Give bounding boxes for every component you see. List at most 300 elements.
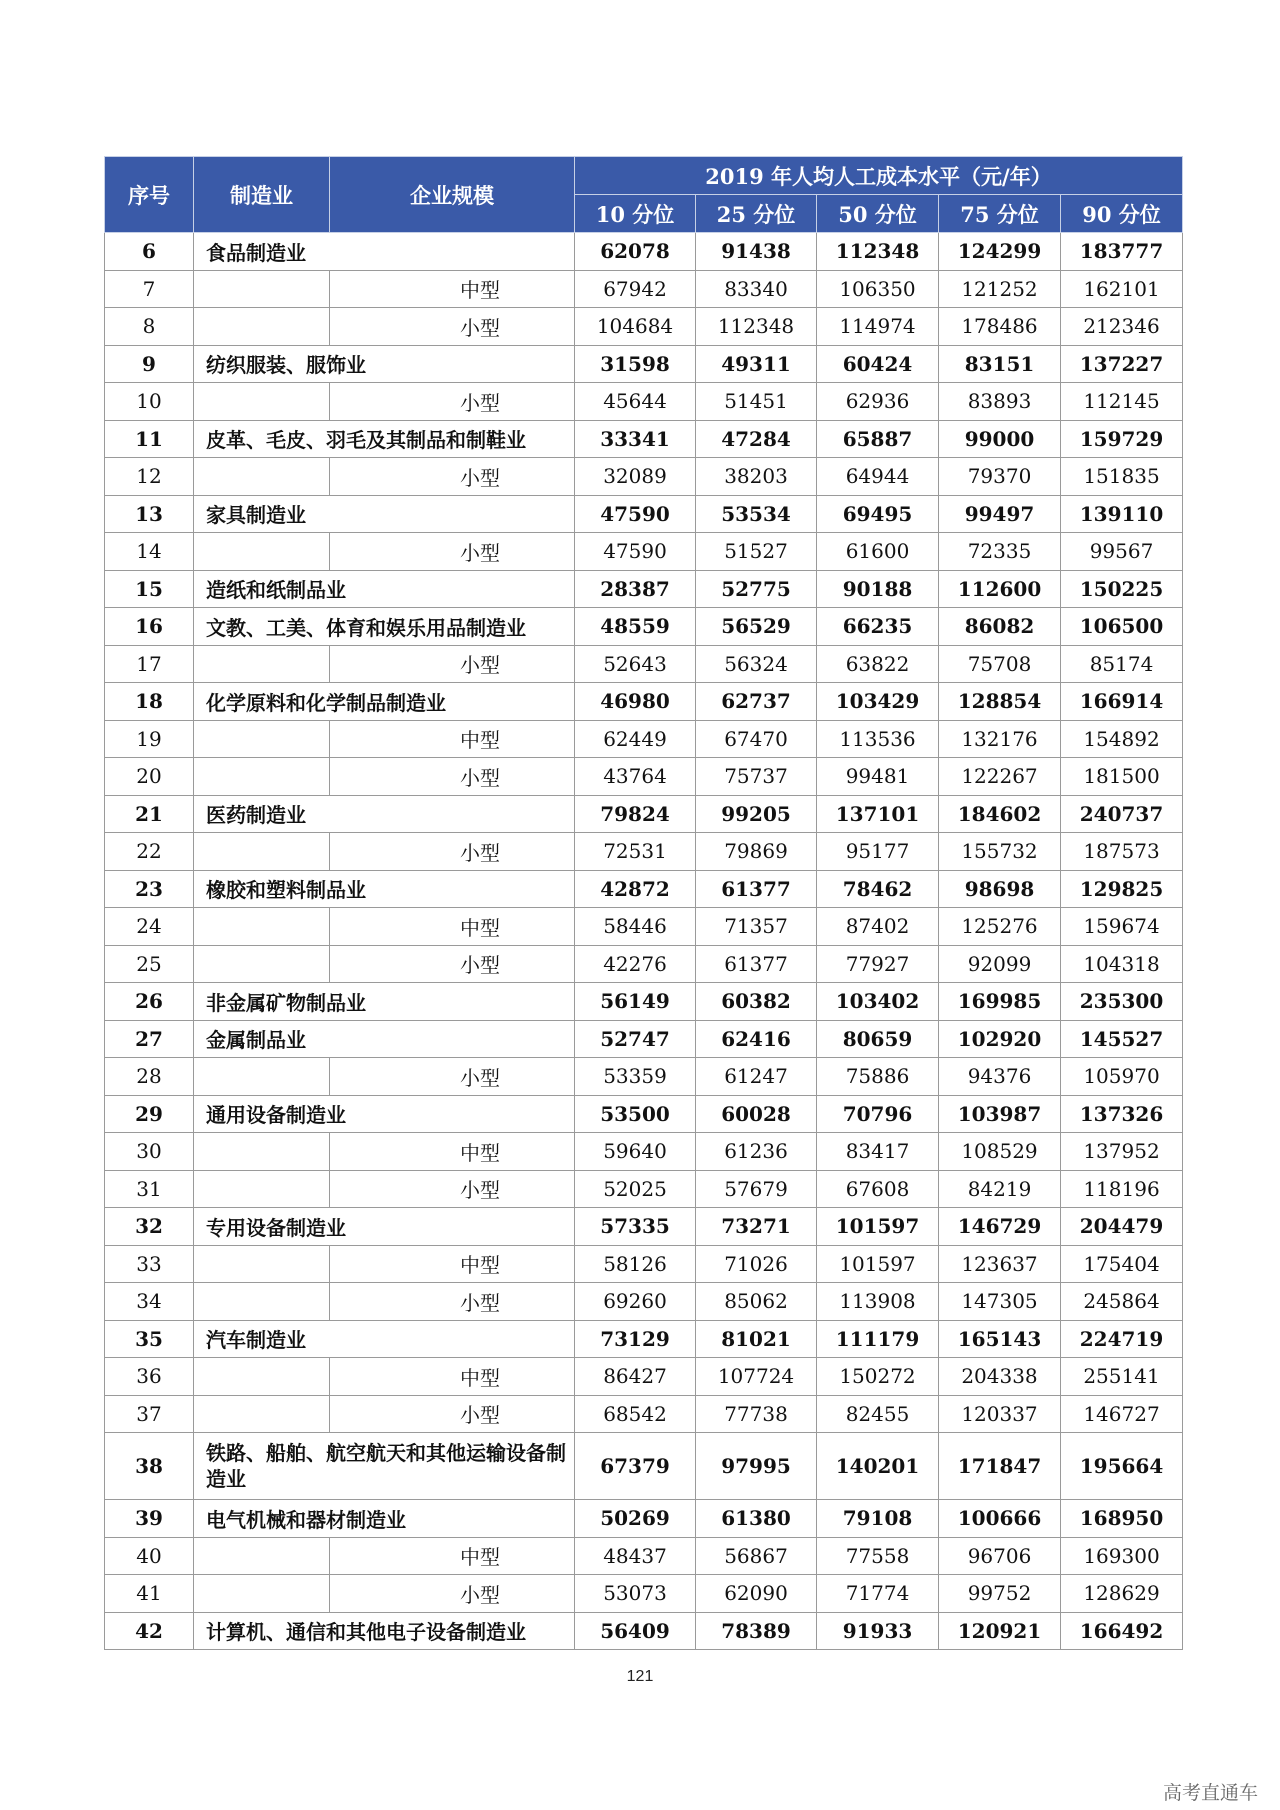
row-seq: 28 [105,1058,194,1096]
row-value-p10: 48437 [575,1537,696,1575]
row-value-p25: 52775 [696,570,817,608]
row-value-p75: 125276 [939,908,1061,946]
row-value-p90: 168950 [1061,1500,1183,1538]
row-value-p10: 56149 [575,983,696,1021]
row-value-p75: 178486 [939,308,1061,346]
row-seq: 19 [105,720,194,758]
row-value-p25: 112348 [696,308,817,346]
row-value-p75: 100666 [939,1500,1061,1538]
row-seq: 10 [105,383,194,421]
row-value-p10: 45644 [575,383,696,421]
row-scale: 中型 [330,1537,575,1575]
row-seq: 7 [105,270,194,308]
row-value-p75: 103987 [939,1095,1061,1133]
row-value-p10: 67942 [575,270,696,308]
row-value-p90: 154892 [1061,720,1183,758]
row-value-p75: 165143 [939,1320,1061,1358]
row-value-p75: 120921 [939,1612,1061,1650]
table-row [105,533,1183,571]
row-value-p50: 114974 [817,308,939,346]
table-row [105,720,1183,758]
row-value-p25: 62416 [696,1020,817,1058]
row-value-p90: 137227 [1061,345,1183,383]
row-seq: 23 [105,870,194,908]
table-row [105,608,1183,646]
row-seq: 32 [105,1208,194,1246]
row-value-p90: 104318 [1061,945,1183,983]
row-value-p50: 87402 [817,908,939,946]
row-value-p25: 53534 [696,495,817,533]
table-row [105,458,1183,496]
row-scale: 中型 [330,1245,575,1283]
row-value-p25: 62737 [696,683,817,721]
table-row [105,983,1183,1021]
table-row [105,1133,1183,1171]
row-value-p90: 169300 [1061,1537,1183,1575]
row-industry-empty [194,1133,330,1171]
row-value-p75: 122267 [939,758,1061,796]
row-value-p50: 90188 [817,570,939,608]
row-value-p25: 77738 [696,1395,817,1433]
row-value-p75: 98698 [939,870,1061,908]
row-scale: 小型 [330,458,575,496]
row-industry: 计算机、通信和其他电子设备制造业 [194,1612,575,1650]
row-seq: 6 [105,233,194,271]
row-value-p90: 139110 [1061,495,1183,533]
row-scale: 小型 [330,945,575,983]
row-value-p10: 69260 [575,1283,696,1321]
row-scale: 小型 [330,383,575,421]
row-value-p75: 184602 [939,795,1061,833]
row-value-p90: 235300 [1061,983,1183,1021]
row-industry-empty [194,720,330,758]
header-scale: 企业规模 [330,157,575,233]
row-industry-empty [194,270,330,308]
row-industry-empty [194,833,330,871]
row-value-p10: 53500 [575,1095,696,1133]
table-row [105,270,1183,308]
row-value-p90: 255141 [1061,1358,1183,1396]
row-industry: 电气机械和器材制造业 [194,1500,575,1538]
table-row [105,645,1183,683]
row-value-p50: 91933 [817,1612,939,1650]
table-row [105,795,1183,833]
row-value-p50: 65887 [817,420,939,458]
row-value-p25: 107724 [696,1358,817,1396]
row-value-p10: 47590 [575,495,696,533]
row-value-p50: 113536 [817,720,939,758]
row-value-p75: 94376 [939,1058,1061,1096]
row-value-p90: 159674 [1061,908,1183,946]
row-value-p50: 150272 [817,1358,939,1396]
row-value-p25: 78389 [696,1612,817,1650]
row-seq: 33 [105,1245,194,1283]
row-seq: 37 [105,1395,194,1433]
row-value-p25: 61236 [696,1133,817,1171]
row-value-p90: 137952 [1061,1133,1183,1171]
row-value-p25: 71357 [696,908,817,946]
row-value-p50: 111179 [817,1320,939,1358]
table-row [105,1537,1183,1575]
row-value-p25: 56324 [696,645,817,683]
row-industry: 纺织服装、服饰业 [194,345,575,383]
row-value-p90: 240737 [1061,795,1183,833]
row-industry: 医药制造业 [194,795,575,833]
row-industry-empty [194,383,330,421]
table-row [105,420,1183,458]
row-value-p90: 112145 [1061,383,1183,421]
row-industry: 家具制造业 [194,495,575,533]
row-value-p50: 80659 [817,1020,939,1058]
row-value-p50: 112348 [817,233,939,271]
table-header [105,157,1183,233]
row-value-p25: 56867 [696,1537,817,1575]
row-seq: 18 [105,683,194,721]
row-value-p50: 60424 [817,345,939,383]
row-industry: 造纸和纸制品业 [194,570,575,608]
header-p50: 50 分位 [817,195,939,233]
table-row [105,1095,1183,1133]
row-industry-empty [194,533,330,571]
row-value-p75: 124299 [939,233,1061,271]
row-industry-empty [194,458,330,496]
row-value-p25: 51527 [696,533,817,571]
header-p10: 10 分位 [575,195,696,233]
row-value-p25: 67470 [696,720,817,758]
row-industry-empty [194,1395,330,1433]
row-industry: 文教、工美、体育和娱乐用品制造业 [194,608,575,646]
row-seq: 34 [105,1283,194,1321]
header-industry: 制造业 [194,157,330,233]
row-value-p25: 60382 [696,983,817,1021]
row-value-p90: 212346 [1061,308,1183,346]
row-value-p10: 52025 [575,1170,696,1208]
row-value-p25: 91438 [696,233,817,271]
row-value-p25: 83340 [696,270,817,308]
row-seq: 20 [105,758,194,796]
row-value-p75: 99497 [939,495,1061,533]
row-value-p25: 38203 [696,458,817,496]
row-value-p10: 52643 [575,645,696,683]
row-industry: 金属制品业 [194,1020,575,1058]
row-value-p90: 105970 [1061,1058,1183,1096]
row-value-p75: 171847 [939,1433,1061,1500]
row-value-p10: 31598 [575,345,696,383]
row-value-p50: 61600 [817,533,939,571]
row-scale: 小型 [330,1283,575,1321]
row-seq: 16 [105,608,194,646]
row-scale: 小型 [330,758,575,796]
row-value-p25: 99205 [696,795,817,833]
row-value-p50: 95177 [817,833,939,871]
row-industry: 专用设备制造业 [194,1208,575,1246]
row-value-p10: 56409 [575,1612,696,1650]
table-row [105,1245,1183,1283]
row-value-p75: 169985 [939,983,1061,1021]
row-value-p75: 123637 [939,1245,1061,1283]
row-value-p50: 70796 [817,1095,939,1133]
row-scale: 中型 [330,270,575,308]
row-value-p10: 62078 [575,233,696,271]
row-seq: 38 [105,1433,194,1500]
row-scale: 小型 [330,533,575,571]
row-seq: 12 [105,458,194,496]
row-value-p75: 92099 [939,945,1061,983]
row-value-p50: 83417 [817,1133,939,1171]
row-seq: 13 [105,495,194,533]
row-value-p75: 99752 [939,1575,1061,1613]
row-industry-empty [194,308,330,346]
row-value-p25: 61247 [696,1058,817,1096]
row-scale: 小型 [330,1058,575,1096]
row-value-p90: 183777 [1061,233,1183,271]
row-value-p10: 53073 [575,1575,696,1613]
row-value-p25: 85062 [696,1283,817,1321]
row-value-p50: 64944 [817,458,939,496]
row-scale: 中型 [330,1133,575,1171]
row-value-p25: 61377 [696,945,817,983]
row-value-p50: 101597 [817,1245,939,1283]
row-seq: 26 [105,983,194,1021]
row-value-p25: 73271 [696,1208,817,1246]
table-row [105,908,1183,946]
row-value-p75: 204338 [939,1358,1061,1396]
row-value-p90: 118196 [1061,1170,1183,1208]
row-value-p50: 99481 [817,758,939,796]
table-row [105,1170,1183,1208]
row-value-p75: 112600 [939,570,1061,608]
row-value-p25: 61380 [696,1500,817,1538]
row-value-p50: 113908 [817,1283,939,1321]
row-industry-empty [194,1170,330,1208]
row-value-p75: 83893 [939,383,1061,421]
row-scale: 中型 [330,908,575,946]
row-value-p75: 84219 [939,1170,1061,1208]
row-value-p90: 106500 [1061,608,1183,646]
table-row [105,495,1183,533]
row-industry-empty [194,1537,330,1575]
row-value-p90: 128629 [1061,1575,1183,1613]
row-value-p25: 81021 [696,1320,817,1358]
table-row [105,1283,1183,1321]
row-value-p90: 166492 [1061,1612,1183,1650]
table-row [105,683,1183,721]
row-value-p90: 204479 [1061,1208,1183,1246]
row-value-p10: 67379 [575,1433,696,1500]
row-value-p25: 49311 [696,345,817,383]
row-seq: 22 [105,833,194,871]
row-value-p10: 86427 [575,1358,696,1396]
row-value-p50: 106350 [817,270,939,308]
row-seq: 30 [105,1133,194,1171]
row-value-p50: 103402 [817,983,939,1021]
row-value-p10: 62449 [575,720,696,758]
row-value-p10: 72531 [575,833,696,871]
row-value-p10: 48559 [575,608,696,646]
row-industry-empty [194,758,330,796]
table-row [105,1320,1183,1358]
row-value-p10: 73129 [575,1320,696,1358]
row-value-p50: 103429 [817,683,939,721]
row-seq: 24 [105,908,194,946]
row-value-p50: 62936 [817,383,939,421]
row-value-p10: 32089 [575,458,696,496]
row-value-p25: 75737 [696,758,817,796]
row-value-p10: 46980 [575,683,696,721]
page-number: 121 [626,1668,654,1685]
row-seq: 11 [105,420,194,458]
table-row [105,1433,1183,1500]
row-scale: 中型 [330,720,575,758]
row-industry-empty [194,1358,330,1396]
row-value-p10: 57335 [575,1208,696,1246]
row-value-p75: 86082 [939,608,1061,646]
header-p25: 25 分位 [696,195,817,233]
row-seq: 8 [105,308,194,346]
row-value-p50: 140201 [817,1433,939,1500]
table-row [105,345,1183,383]
row-value-p50: 79108 [817,1500,939,1538]
row-value-p25: 56529 [696,608,817,646]
row-industry: 化学原料和化学制品制造业 [194,683,575,721]
row-value-p75: 99000 [939,420,1061,458]
row-seq: 17 [105,645,194,683]
table-row [105,233,1183,271]
row-value-p10: 42872 [575,870,696,908]
table-row [105,1358,1183,1396]
row-value-p90: 181500 [1061,758,1183,796]
row-seq: 41 [105,1575,194,1613]
table-row [105,570,1183,608]
row-value-p10: 53359 [575,1058,696,1096]
row-value-p75: 102920 [939,1020,1061,1058]
row-value-p50: 78462 [817,870,939,908]
row-value-p75: 132176 [939,720,1061,758]
row-value-p75: 155732 [939,833,1061,871]
table-row [105,833,1183,871]
row-industry-empty [194,908,330,946]
row-value-p50: 77558 [817,1537,939,1575]
row-value-p50: 69495 [817,495,939,533]
row-industry: 汽车制造业 [194,1320,575,1358]
row-value-p90: 224719 [1061,1320,1183,1358]
header-seq: 序号 [105,157,194,233]
row-value-p75: 146729 [939,1208,1061,1246]
row-seq: 29 [105,1095,194,1133]
row-value-p10: 42276 [575,945,696,983]
row-value-p25: 79869 [696,833,817,871]
row-seq: 39 [105,1500,194,1538]
row-industry: 橡胶和塑料制品业 [194,870,575,908]
row-value-p90: 99567 [1061,533,1183,571]
row-value-p50: 67608 [817,1170,939,1208]
row-value-p10: 33341 [575,420,696,458]
row-scale: 小型 [330,645,575,683]
row-seq: 42 [105,1612,194,1650]
row-value-p50: 101597 [817,1208,939,1246]
row-value-p90: 175404 [1061,1245,1183,1283]
row-value-p90: 150225 [1061,570,1183,608]
table-row [105,1500,1183,1538]
row-value-p90: 129825 [1061,870,1183,908]
row-scale: 小型 [330,833,575,871]
row-seq: 14 [105,533,194,571]
header-p75: 75 分位 [939,195,1061,233]
row-value-p50: 77927 [817,945,939,983]
table-row [105,870,1183,908]
row-seq: 15 [105,570,194,608]
row-seq: 21 [105,795,194,833]
table-row [105,1575,1183,1613]
row-scale: 小型 [330,1170,575,1208]
row-value-p50: 71774 [817,1575,939,1613]
row-seq: 35 [105,1320,194,1358]
row-industry: 通用设备制造业 [194,1095,575,1133]
row-value-p75: 79370 [939,458,1061,496]
row-value-p75: 83151 [939,345,1061,383]
row-value-p90: 187573 [1061,833,1183,871]
row-seq: 36 [105,1358,194,1396]
row-industry-empty [194,1575,330,1613]
row-industry-empty [194,1245,330,1283]
row-value-p10: 59640 [575,1133,696,1171]
row-value-p75: 121252 [939,270,1061,308]
row-value-p10: 47590 [575,533,696,571]
table-body [105,233,1183,1650]
row-value-p10: 50269 [575,1500,696,1538]
row-seq: 40 [105,1537,194,1575]
table-row [105,1612,1183,1650]
labor-cost-table [104,156,1183,1650]
row-value-p50: 137101 [817,795,939,833]
row-value-p25: 62090 [696,1575,817,1613]
row-value-p90: 85174 [1061,645,1183,683]
row-value-p10: 52747 [575,1020,696,1058]
row-value-p10: 43764 [575,758,696,796]
row-industry-empty [194,645,330,683]
row-value-p50: 66235 [817,608,939,646]
row-value-p25: 60028 [696,1095,817,1133]
row-value-p75: 147305 [939,1283,1061,1321]
row-value-p10: 104684 [575,308,696,346]
watermark-text: 高考直通车 [1162,1782,1258,1804]
row-value-p10: 79824 [575,795,696,833]
row-value-p75: 108529 [939,1133,1061,1171]
row-value-p10: 28387 [575,570,696,608]
row-value-p90: 145527 [1061,1020,1183,1058]
table-row [105,758,1183,796]
row-seq: 27 [105,1020,194,1058]
row-value-p50: 82455 [817,1395,939,1433]
row-value-p75: 96706 [939,1537,1061,1575]
row-scale: 小型 [330,308,575,346]
header-cost-group: 2019 年人均人工成本水平（元/年） [575,157,1183,195]
row-industry: 铁路、船舶、航空航天和其他运输设备制造业 [194,1433,575,1500]
row-industry: 食品制造业 [194,233,575,271]
row-value-p90: 245864 [1061,1283,1183,1321]
row-value-p50: 75886 [817,1058,939,1096]
row-seq: 31 [105,1170,194,1208]
row-value-p90: 159729 [1061,420,1183,458]
row-value-p75: 120337 [939,1395,1061,1433]
row-value-p25: 57679 [696,1170,817,1208]
row-industry-empty [194,1283,330,1321]
row-value-p90: 162101 [1061,270,1183,308]
row-industry-empty [194,1058,330,1096]
header-p90: 90 分位 [1061,195,1183,233]
row-value-p90: 151835 [1061,458,1183,496]
row-value-p10: 58446 [575,908,696,946]
